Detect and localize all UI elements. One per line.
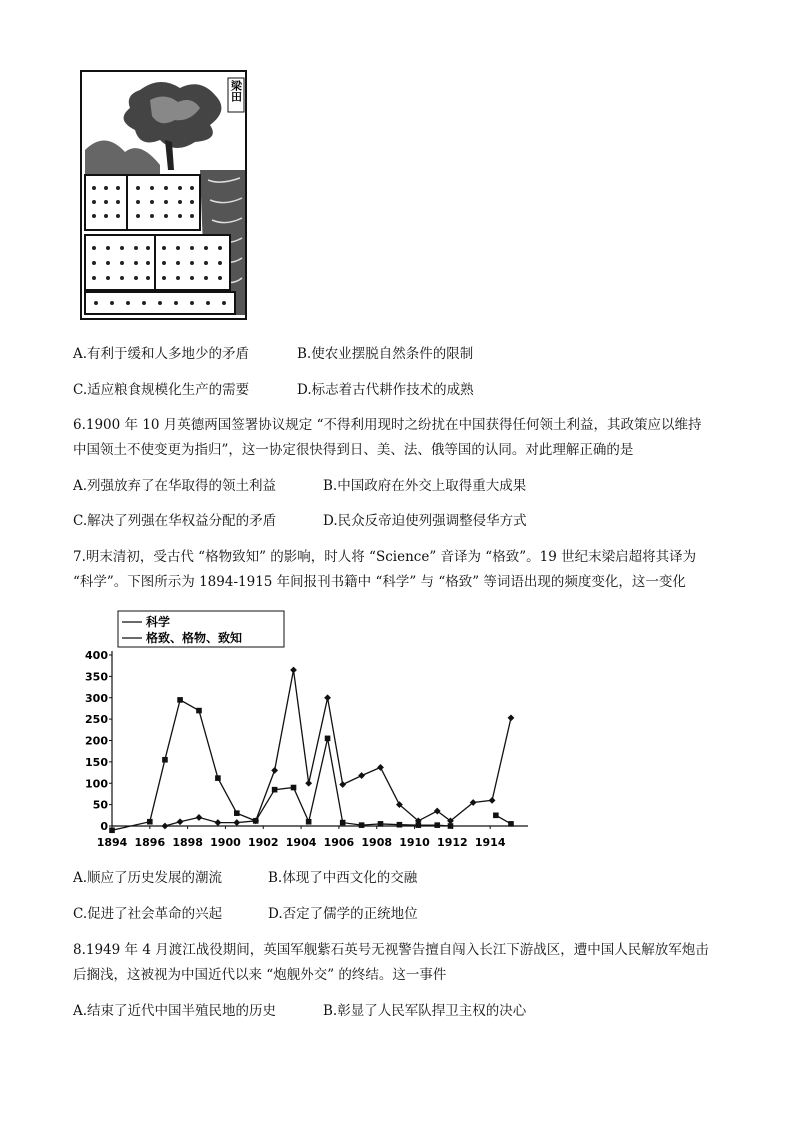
data-point-1 — [358, 772, 365, 779]
data-point-2 — [291, 785, 297, 791]
series-line-2 — [112, 700, 451, 830]
data-point-2 — [306, 819, 312, 825]
chart-legend — [118, 611, 284, 647]
q8-stem-line1: 8.1949 年 4 月渡江战役期间，英国军舰紫石英号无视警告擅自闯入长江下游战区，遭中国人民解放军炮击 — [73, 942, 709, 958]
data-point-1 — [305, 780, 312, 787]
data-point-1 — [177, 818, 184, 825]
data-point-1 — [271, 767, 278, 774]
data-point-2 — [234, 810, 240, 816]
word-frequency-chart — [85, 610, 538, 850]
data-point-2 — [508, 821, 514, 827]
q6-stem-line1: 6.1900 年 10 月英德两国签署协议规定 “不得利用现时之纷扰在中国获得任何领土利益，其政策应以维持 — [73, 417, 702, 433]
data-point-2 — [493, 813, 499, 819]
data-point-2 — [253, 818, 259, 824]
q6-option-c: C.解决了列强在华权益分配的矛盾 — [73, 513, 277, 529]
q7-stem-line1: 7.明末清初，受古代 “格物致知” 的影响，时人将 “Science” 音译为 “格致”。19 世纪末梁启超将其译为 — [73, 549, 697, 565]
q7-stem-line2: “科学”。下图所示为 1894-1915 年间报刊书籍中 “科学” 与 “格致” 等词语出现的频度变化，这一变化 — [73, 574, 686, 590]
data-point-1 — [339, 781, 346, 788]
x-tick-label: 1908 — [361, 836, 393, 849]
data-point-2 — [359, 822, 365, 828]
q8-option-b: B.彰显了人民军队捍卫主权的决心 — [323, 1003, 527, 1019]
data-point-1 — [290, 667, 297, 674]
series-line-1 — [165, 670, 511, 826]
data-point-2 — [272, 787, 278, 793]
q6-stem-line2: 中国领土不使变更为指归”，这一协定很快得到日、美、法、俄等国的认同。对此理解正确的是 — [73, 442, 634, 458]
y-tick-label: 300 — [85, 691, 108, 705]
data-point-2 — [325, 736, 331, 742]
data-point-2 — [162, 757, 168, 763]
data-point-2 — [109, 827, 115, 833]
data-point-2 — [215, 775, 221, 781]
legend-label: 科学 — [146, 615, 171, 629]
data-point-1 — [508, 714, 515, 721]
data-point-1 — [489, 797, 496, 804]
q7-option-c: C.促进了社会革命的兴起 — [73, 906, 223, 922]
y-tick-labels — [85, 649, 108, 833]
data-point-2 — [177, 697, 183, 703]
y-tick-label: 50 — [92, 798, 108, 812]
x-tick-label: 1914 — [474, 836, 506, 849]
data-point-2 — [397, 822, 403, 828]
data-point-2 — [147, 819, 153, 825]
q7-option-d: D.否定了儒学的正统地位 — [268, 906, 418, 922]
y-tick-label: 0 — [100, 820, 108, 833]
x-tick-label: 1912 — [437, 836, 468, 849]
x-tick-labels — [97, 836, 506, 849]
q6-option-d: D.民众反帝迫使列强调整侵华方式 — [323, 513, 527, 529]
y-tick-label: 250 — [85, 713, 108, 727]
x-tick-label: 1906 — [323, 836, 355, 849]
terraced-field-woodcut — [80, 70, 247, 320]
data-point-1 — [324, 694, 331, 701]
data-point-2 — [378, 821, 384, 827]
q5-option-a: A.有利于缓和人多地少的矛盾 — [73, 346, 250, 362]
data-point-2 — [434, 822, 440, 828]
data-point-1 — [196, 814, 203, 821]
q8-stem-line2: 后搁浅，这被视为中国近代以来 “炮舰外交” 的终结。这一事件 — [73, 967, 447, 983]
x-tick-label: 1896 — [134, 836, 166, 849]
y-tick-label: 400 — [85, 649, 108, 662]
q7-option-b: B.体现了中西文化的交融 — [268, 870, 418, 886]
x-tick-label: 1902 — [247, 836, 279, 849]
data-point-1 — [162, 823, 169, 830]
data-point-1 — [214, 819, 221, 826]
data-point-1 — [377, 764, 384, 771]
legend-label: 格致、格物、致知 — [146, 631, 243, 645]
x-tick-label: 1894 — [96, 836, 128, 849]
q5-option-b: B.使农业摆脱自然条件的限制 — [297, 346, 474, 362]
x-tick-label: 1910 — [399, 836, 430, 849]
q5-option-d: D.标志着古代耕作技术的成熟 — [297, 382, 474, 398]
y-tick-label: 200 — [85, 734, 108, 748]
woodcut-label: 梁田 — [229, 80, 243, 102]
data-point-2 — [448, 823, 454, 829]
q8-option-a: A.结束了近代中国半殖民地的历史 — [73, 1003, 277, 1019]
y-tick-label: 350 — [85, 670, 108, 684]
data-point-2 — [416, 822, 422, 828]
data-point-2 — [196, 708, 202, 714]
q7-option-a: A.顺应了历史发展的潮流 — [73, 870, 223, 886]
data-point-1 — [233, 819, 240, 826]
x-tick-label: 1900 — [210, 836, 241, 849]
x-tick-label: 1904 — [285, 836, 317, 849]
q6-option-a: A.列强放弃了在华取得的领土利益 — [73, 478, 277, 494]
y-tick-label: 100 — [85, 777, 108, 791]
data-point-2 — [340, 820, 346, 826]
q6-option-b: B.中国政府在外交上取得重大成果 — [323, 478, 527, 494]
q5-option-c: C.适应粮食规模化生产的需要 — [73, 382, 250, 398]
x-tick-label: 1898 — [172, 836, 203, 849]
chart-series — [109, 619, 514, 833]
y-tick-label: 150 — [85, 755, 108, 769]
